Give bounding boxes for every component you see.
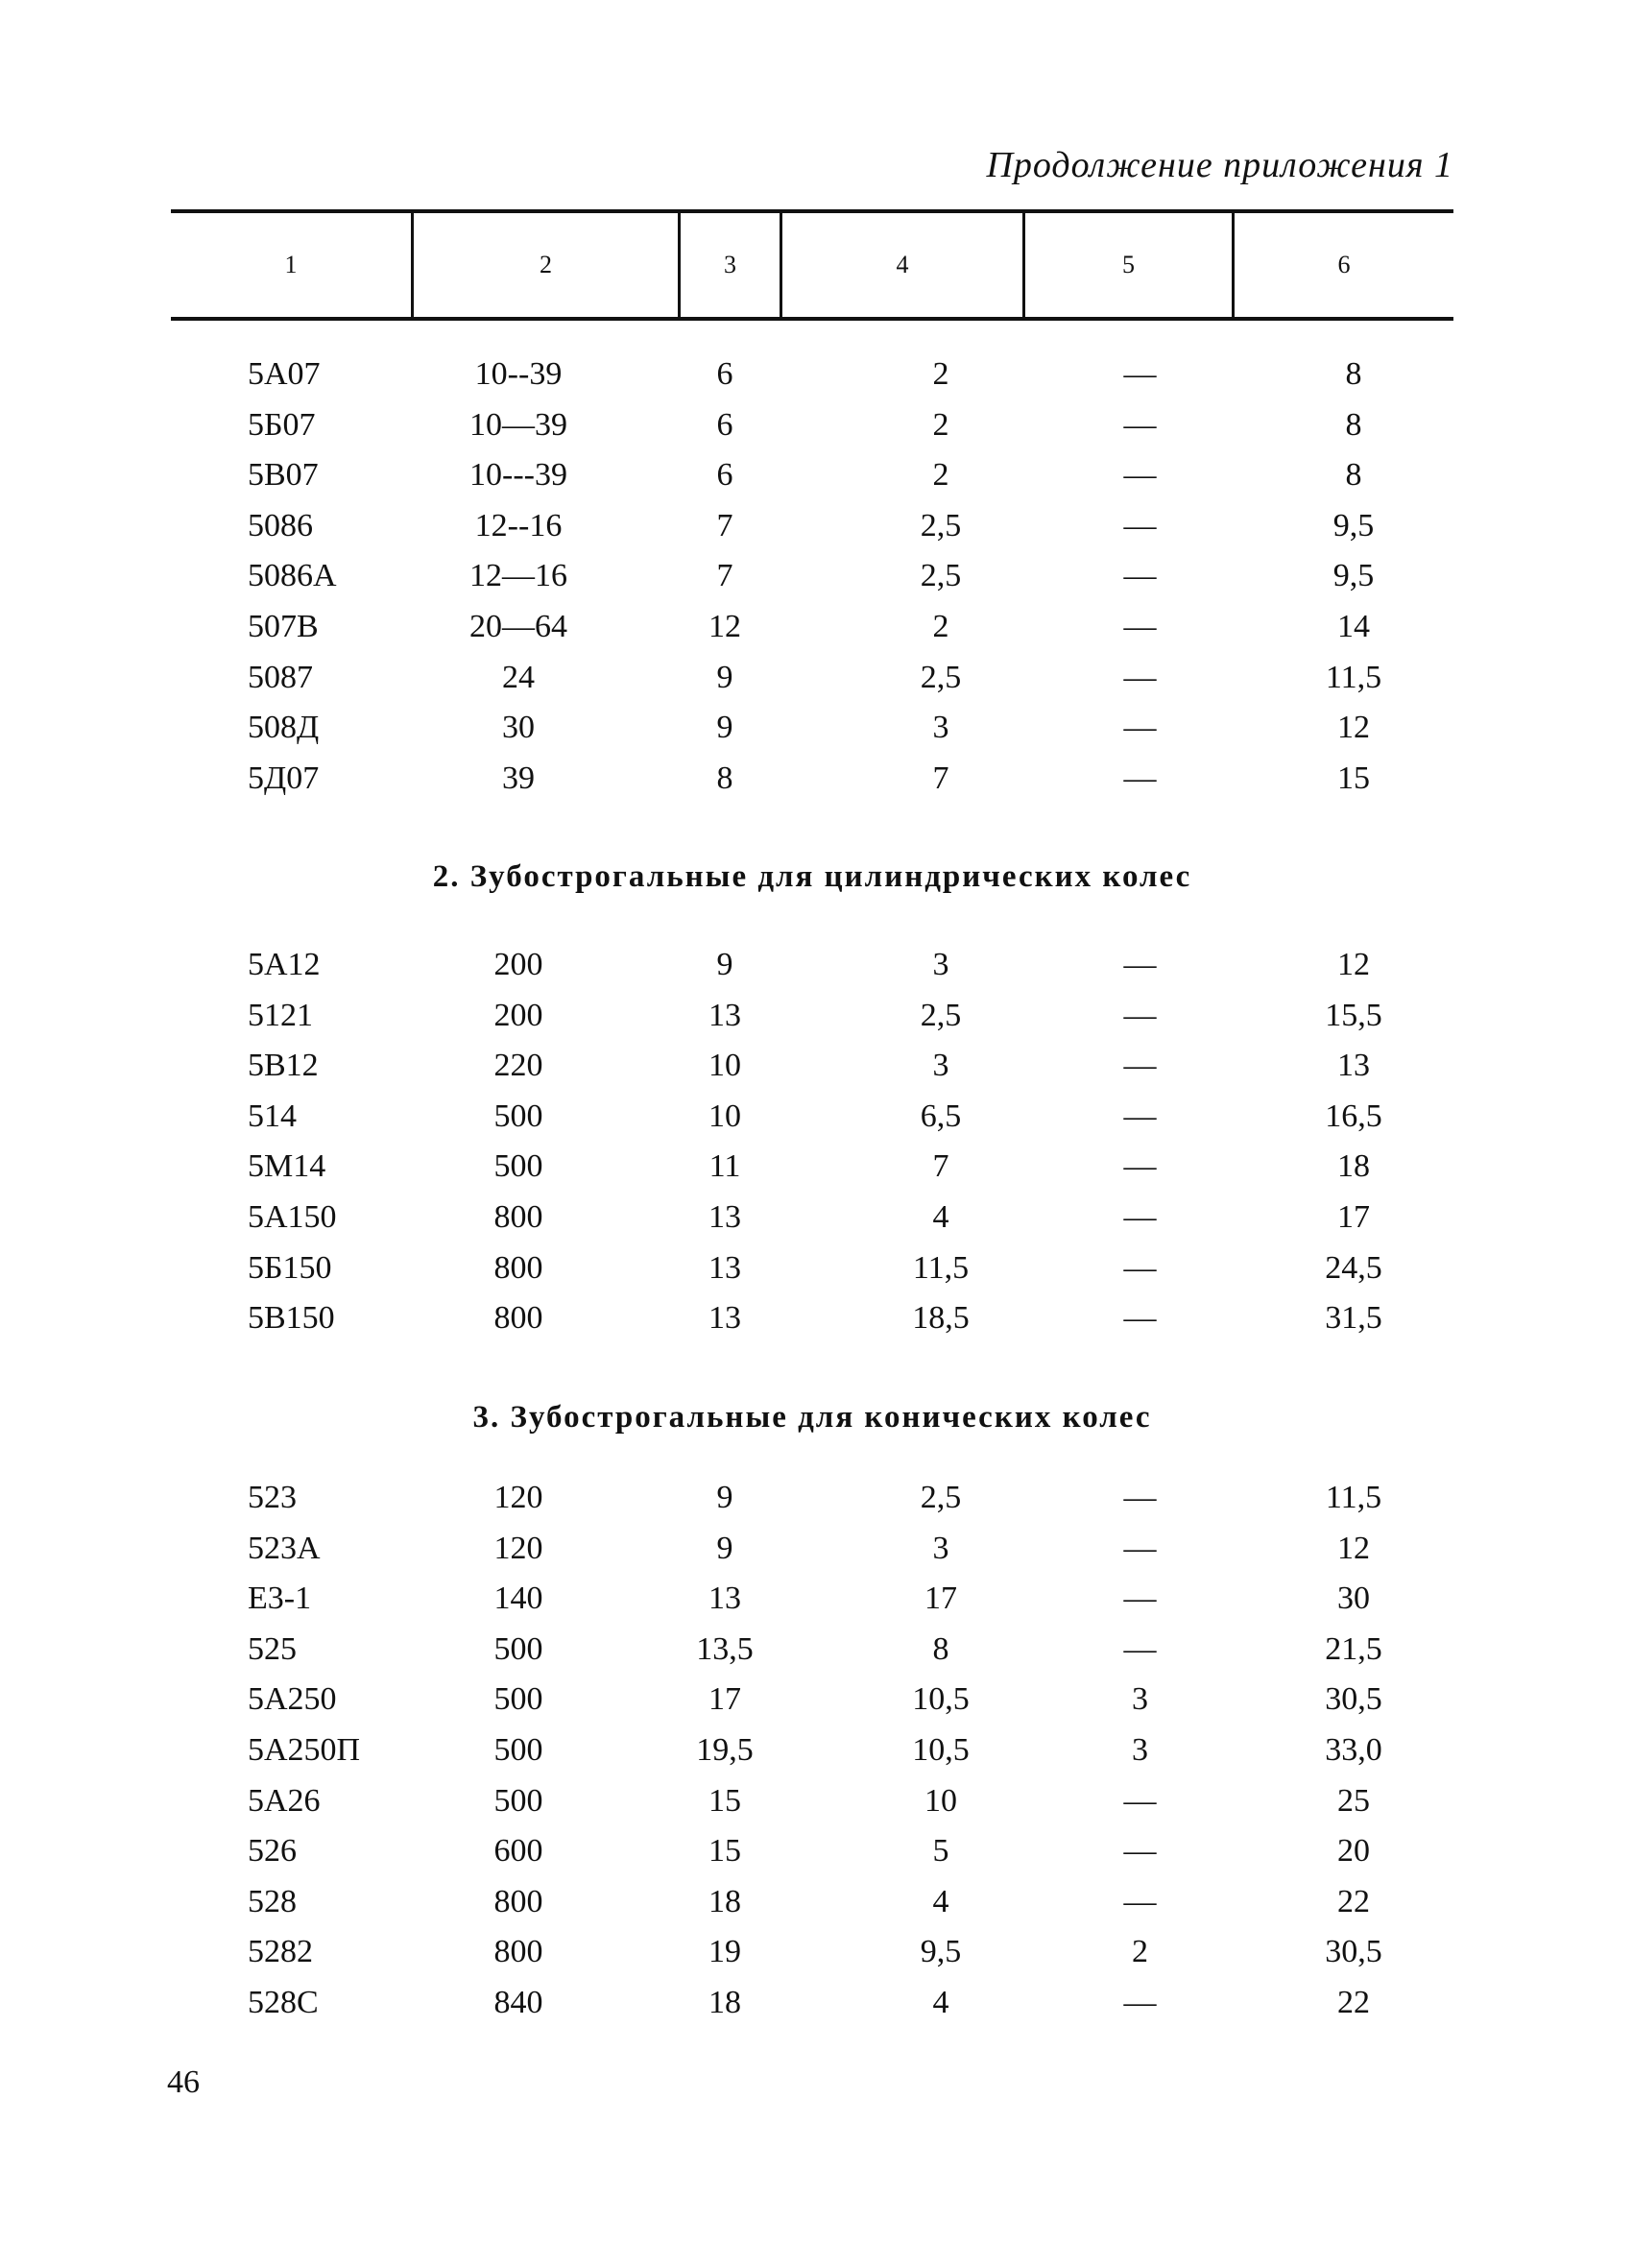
cell-col-5: 2 [1132,1934,1148,1970]
cell-col-1: 5А07 [248,356,321,392]
cell-col-5: — [1123,710,1157,746]
table-row [0,1093,1632,1141]
cell-col-4: 18,5 [912,1300,970,1337]
cell-col-1: 5087 [248,659,313,695]
table-row [0,1827,1632,1875]
cell-col-4: 2 [932,356,949,392]
cell-col-1: 526 [248,1833,297,1870]
cell-col-4: 3 [932,947,949,982]
cell-col-1: 5086А [248,558,337,594]
cell-col-1: 5В12 [248,1048,319,1084]
cell-col-3: 11 [708,1148,741,1185]
cell-col-5: — [1123,659,1157,695]
cell-col-1: 5А150 [248,1199,337,1235]
cell-col-5: — [1123,947,1157,982]
cell-col-4: 2,5 [920,997,962,1033]
cell-col-2: 800 [493,1249,543,1286]
cell-col-1: 5Д07 [248,760,320,796]
cell-col-4: 3 [932,710,949,746]
cell-col-1: 5Б07 [248,406,316,443]
cell-col-1: 5Б150 [248,1249,332,1286]
cell-col-4: 10,5 [912,1732,970,1768]
cell-col-6: 25 [1337,1782,1370,1819]
cell-col-4: 11,5 [912,1249,970,1286]
cell-col-4: 2,5 [920,1480,962,1515]
cell-col-2: 600 [493,1833,543,1870]
cell-col-6: 12 [1337,1530,1370,1566]
table-row [0,502,1632,550]
cell-col-1: 528 [248,1883,297,1919]
cell-col-2: 120 [493,1530,543,1566]
cell-col-1: 5В07 [248,457,319,494]
cell-col-6: 31,5 [1325,1300,1382,1337]
cell-col-3: 9 [716,1480,733,1515]
cell-col-2: 10--39 [474,356,563,392]
cell-col-5: — [1123,1249,1157,1286]
table-row [0,1042,1632,1090]
cell-col-2: 500 [493,1148,543,1185]
cell-col-2: 200 [493,997,543,1033]
column-header-2: 2 [540,251,552,278]
cell-col-1: 5А12 [248,947,321,982]
cell-col-4: 2,5 [920,507,962,543]
cell-col-2: 500 [493,1098,543,1134]
column-header-6: 6 [1337,251,1351,278]
cell-col-6: 15,5 [1325,997,1382,1033]
table-row [0,1928,1632,1976]
table-row [0,1878,1632,1926]
cell-col-6: 21,5 [1325,1630,1382,1667]
table-row [0,1726,1632,1774]
cell-col-5: — [1123,1833,1157,1870]
table-row [0,401,1632,449]
table-header-bottom-rule [171,317,1453,321]
cell-col-6: 8 [1345,457,1362,494]
cell-col-5: — [1123,1199,1157,1235]
cell-col-4: 17 [924,1580,957,1617]
cell-col-2: 500 [493,1630,543,1667]
cell-col-2: 120 [493,1480,543,1515]
cell-col-5: — [1123,1300,1157,1337]
table-row [0,941,1632,989]
cell-col-4: 7 [932,760,949,796]
cell-col-2: 24 [502,659,535,695]
cell-col-6: 22 [1337,1985,1370,2020]
cell-col-1: 523А [248,1530,321,1566]
cell-col-3: 10 [708,1048,741,1084]
cell-col-6: 11,5 [1325,1480,1382,1515]
cell-col-3: 15 [708,1782,741,1819]
cell-col-6: 9,5 [1332,558,1375,594]
cell-col-6: 18 [1337,1148,1370,1185]
cell-col-5: 3 [1132,1681,1148,1718]
cell-col-5: — [1123,507,1157,543]
cell-col-5: — [1123,558,1157,594]
cell-col-3: 18 [708,1985,741,2020]
cell-col-2: 30 [502,710,535,746]
cell-col-2: 800 [493,1883,543,1919]
cell-col-5: — [1123,760,1157,796]
cell-col-2: 800 [493,1934,543,1970]
cell-col-1: 5282 [248,1934,313,1970]
cell-col-3: 6 [716,356,733,392]
column-header-3: 3 [724,251,736,278]
table-row [0,1244,1632,1292]
cell-col-1: Е3-1 [248,1580,312,1617]
cell-col-2: 10—39 [469,406,567,443]
cell-col-2: 140 [493,1580,543,1617]
cell-col-4: 10,5 [912,1681,970,1718]
cell-col-6: 11,5 [1325,659,1382,695]
cell-col-5: — [1123,406,1157,443]
table-row [0,1474,1632,1522]
cell-col-3: 6 [716,457,733,494]
table-row [0,1626,1632,1674]
column-header-1: 1 [284,251,298,278]
page-number: 46 [167,2064,200,2100]
cell-col-1: 5А26 [248,1782,321,1819]
table-row [0,350,1632,398]
cell-col-5: — [1123,1530,1157,1566]
cell-col-4: 3 [932,1530,949,1566]
section-title: 2. Зубострогальные для цилиндрических колес [432,859,1192,894]
cell-col-2: 12—16 [469,558,567,594]
cell-col-5: — [1123,1048,1157,1084]
cell-col-2: 500 [493,1732,543,1768]
cell-col-3: 13 [708,997,741,1033]
cell-col-6: 22 [1337,1883,1370,1919]
cell-col-6: 24,5 [1325,1249,1382,1286]
cell-col-5: — [1123,356,1157,392]
cell-col-5: — [1123,997,1157,1033]
cell-col-1: 5В150 [248,1300,335,1337]
cell-col-1: 508Д [248,710,320,746]
cell-col-5: — [1123,1630,1157,1667]
cell-col-5: — [1123,1985,1157,2020]
cell-col-6: 9,5 [1332,507,1375,543]
table-row [0,1143,1632,1191]
cell-col-3: 13 [708,1199,741,1235]
cell-col-5: — [1123,1782,1157,1819]
table-row [0,552,1632,600]
cell-col-6: 12 [1337,710,1370,746]
cell-col-3: 15 [708,1833,741,1870]
section-title: 3. Зубострогальные для конических колес [472,1400,1152,1435]
cell-col-6: 8 [1345,356,1362,392]
cell-col-6: 20 [1337,1833,1370,1870]
table-row [0,1194,1632,1242]
cell-col-3: 8 [716,760,733,796]
cell-col-5: 3 [1132,1732,1148,1768]
cell-col-1: 5121 [248,997,313,1033]
cell-col-3: 6 [716,406,733,443]
cell-col-6: 30,5 [1325,1681,1382,1718]
cell-col-3: 7 [716,507,733,543]
cell-col-5: — [1123,457,1157,494]
cell-col-2: 500 [493,1681,543,1718]
table-row [0,1777,1632,1825]
cell-col-3: 19,5 [696,1732,754,1768]
cell-col-4: 8 [932,1630,949,1667]
cell-col-1: 5А250П [248,1732,361,1768]
cell-col-4: 4 [932,1883,949,1919]
cell-col-2: 12--16 [474,507,563,543]
cell-col-1: 525 [248,1630,297,1667]
cell-col-3: 9 [716,659,733,695]
cell-col-3: 19 [708,1934,741,1970]
cell-col-3: 7 [716,558,733,594]
cell-col-4: 2,5 [920,659,962,695]
cell-col-6: 13 [1337,1048,1370,1084]
table-row [0,1676,1632,1724]
cell-col-5: — [1123,1883,1157,1919]
table-row [0,603,1632,651]
table-row [0,654,1632,702]
cell-col-1: 5М14 [248,1148,326,1185]
cell-col-6: 17 [1337,1199,1370,1235]
cell-col-4: 3 [932,1048,949,1084]
cell-col-2: 220 [493,1048,543,1084]
cell-col-2: 840 [493,1985,543,2020]
cell-col-6: 33,0 [1325,1732,1382,1768]
table-row [0,1575,1632,1623]
cell-col-4: 2 [932,609,949,644]
table-row [0,1979,1632,2027]
cell-col-1: 514 [248,1098,297,1134]
cell-col-4: 2 [932,457,949,494]
cell-col-3: 13 [708,1249,741,1286]
cell-col-6: 12 [1337,947,1370,982]
cell-col-3: 18 [708,1883,741,1919]
cell-col-3: 12 [708,609,741,644]
cell-col-6: 30 [1337,1580,1370,1617]
cell-col-6: 15 [1337,760,1370,796]
table-row [0,755,1632,803]
cell-col-2: 800 [493,1199,543,1235]
cell-col-2: 200 [493,947,543,982]
continuation-note: Продолжение приложения 1 [986,145,1453,185]
cell-col-3: 10 [708,1098,741,1134]
cell-col-4: 4 [932,1985,949,2020]
cell-col-5: — [1123,1148,1157,1185]
cell-col-3: 9 [716,947,733,982]
cell-col-5: — [1123,1480,1157,1515]
column-header-5: 5 [1122,251,1135,278]
cell-col-2: 39 [502,760,535,796]
cell-col-2: 20—64 [469,609,567,644]
cell-col-1: 5А250 [248,1681,337,1718]
cell-col-3: 13 [708,1300,741,1337]
table-row [0,451,1632,499]
cell-col-4: 5 [932,1833,949,1870]
cell-col-6: 30,5 [1325,1934,1382,1970]
cell-col-4: 2,5 [920,558,962,594]
cell-col-6: 8 [1345,406,1362,443]
cell-col-5: — [1123,1580,1157,1617]
cell-col-6: 16,5 [1325,1098,1382,1134]
cell-col-3: 13,5 [696,1630,754,1667]
table-row [0,992,1632,1040]
cell-col-2: 500 [493,1782,543,1819]
cell-col-4: 7 [932,1148,949,1185]
cell-col-6: 14 [1337,609,1370,644]
table-row [0,704,1632,752]
cell-col-4: 4 [932,1199,949,1235]
cell-col-1: 528С [248,1985,319,2020]
cell-col-4: 2 [932,406,949,443]
cell-col-3: 9 [716,1530,733,1566]
cell-col-1: 523 [248,1480,297,1515]
cell-col-5: — [1123,1098,1157,1134]
cell-col-1: 507В [248,609,319,644]
cell-col-3: 17 [708,1681,741,1718]
cell-col-2: 10---39 [469,457,567,494]
cell-col-4: 6,5 [920,1098,962,1134]
table-row [0,1294,1632,1342]
cell-col-3: 9 [716,710,733,746]
cell-col-2: 800 [493,1300,543,1337]
column-header-4: 4 [896,251,909,278]
cell-col-5: — [1123,609,1157,644]
cell-col-4: 10 [924,1782,957,1819]
cell-col-1: 5086 [248,507,313,543]
cell-col-4: 9,5 [920,1934,962,1970]
table-row [0,1525,1632,1573]
cell-col-3: 13 [708,1580,741,1617]
